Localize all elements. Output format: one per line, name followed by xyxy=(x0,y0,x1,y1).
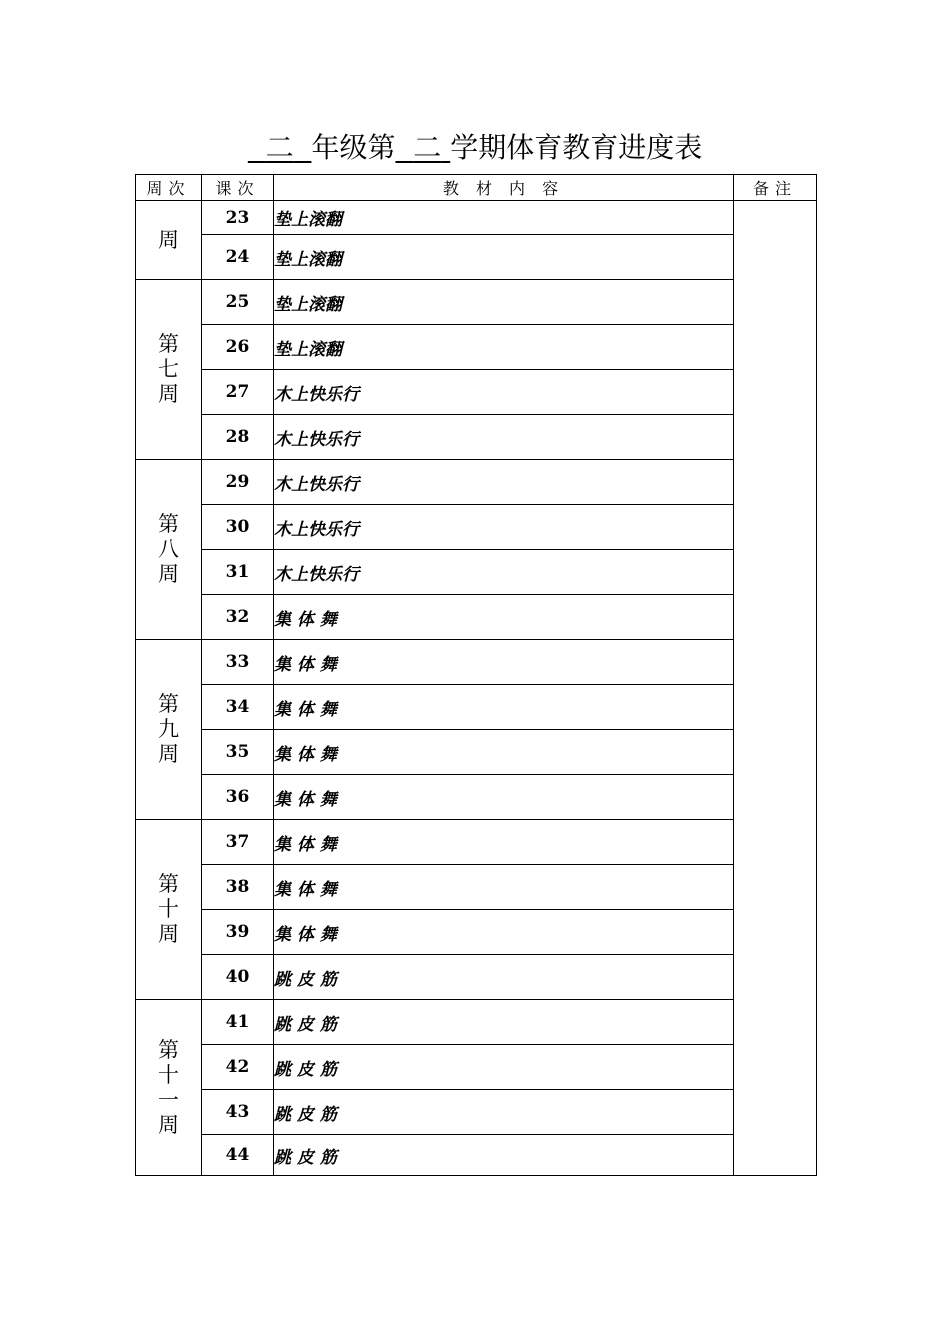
lesson-number: 41 xyxy=(202,1000,274,1045)
lesson-content: 集 体 舞 xyxy=(274,865,734,910)
week-label: 第九周 xyxy=(158,692,179,766)
lesson-content: 跳 皮 筋 xyxy=(274,1045,734,1090)
header-note: 备注 xyxy=(734,175,817,201)
table-row xyxy=(136,640,817,685)
lesson-number: 27 xyxy=(202,370,274,415)
lesson-number: 30 xyxy=(202,505,274,550)
lesson-content: 跳 皮 筋 xyxy=(274,1090,734,1135)
table-row xyxy=(136,955,817,1000)
header-content: 教 材 内 容 xyxy=(274,175,734,201)
lesson-number: 29 xyxy=(202,460,274,505)
table-row xyxy=(136,685,817,730)
lesson-number: 38 xyxy=(202,865,274,910)
lesson-content: 木上快乐行 xyxy=(274,550,734,595)
lesson-number: 37 xyxy=(202,820,274,865)
table-row xyxy=(136,550,817,595)
week-cell xyxy=(136,640,202,820)
title-term-field: 二 xyxy=(413,131,442,164)
table-row xyxy=(136,505,817,550)
table-row xyxy=(136,370,817,415)
lesson-content: 木上快乐行 xyxy=(274,505,734,550)
table-row xyxy=(136,280,817,325)
lesson-content: 集 体 舞 xyxy=(274,640,734,685)
lesson-content: 木上快乐行 xyxy=(274,370,734,415)
note-cell xyxy=(734,201,817,1176)
lesson-number: 35 xyxy=(202,730,274,775)
week-label: 第八周 xyxy=(158,512,179,586)
lesson-content: 垫上滚翻 xyxy=(274,235,734,280)
table-row xyxy=(136,325,817,370)
week-cell xyxy=(136,460,202,640)
lesson-content: 集 体 舞 xyxy=(274,730,734,775)
lesson-content: 木上快乐行 xyxy=(274,415,734,460)
header-lesson: 课次 xyxy=(202,175,274,201)
title-mid-text: 年级第 xyxy=(311,131,396,164)
lesson-number: 42 xyxy=(202,1045,274,1090)
table-row xyxy=(136,460,817,505)
table-row xyxy=(136,415,817,460)
week-cell xyxy=(136,820,202,1000)
week-cell xyxy=(136,201,202,280)
lesson-content: 跳 皮 筋 xyxy=(274,1000,734,1045)
lesson-number: 25 xyxy=(202,280,274,325)
page-title xyxy=(0,128,950,168)
schedule-table xyxy=(135,174,817,1176)
lesson-content: 集 体 舞 xyxy=(274,910,734,955)
table-row xyxy=(136,730,817,775)
table-row xyxy=(136,910,817,955)
lesson-number: 23 xyxy=(202,201,274,235)
lesson-number: 26 xyxy=(202,325,274,370)
week-label: 周 xyxy=(158,227,179,252)
lesson-number: 33 xyxy=(202,640,274,685)
title-grade-field: 二 xyxy=(265,131,294,164)
table-row xyxy=(136,1045,817,1090)
lesson-number: 43 xyxy=(202,1090,274,1135)
table-row xyxy=(136,775,817,820)
table-row xyxy=(136,865,817,910)
week-cell xyxy=(136,280,202,460)
week-label: 第十一周 xyxy=(158,1037,179,1137)
table-row xyxy=(136,201,817,235)
header-row xyxy=(136,175,817,201)
lesson-content: 垫上滚翻 xyxy=(274,280,734,325)
week-cell xyxy=(136,1000,202,1176)
lesson-number: 28 xyxy=(202,415,274,460)
header-week: 周次 xyxy=(136,175,202,201)
lesson-content: 集 体 舞 xyxy=(274,820,734,865)
lesson-content: 集 体 舞 xyxy=(274,595,734,640)
table-row xyxy=(136,235,817,280)
lesson-number: 24 xyxy=(202,235,274,280)
lesson-content: 跳 皮 筋 xyxy=(274,1135,734,1176)
lesson-content: 木上快乐行 xyxy=(274,460,734,505)
table-row xyxy=(136,1135,817,1176)
table-row xyxy=(136,1090,817,1135)
lesson-number: 40 xyxy=(202,955,274,1000)
lesson-content: 集 体 舞 xyxy=(274,685,734,730)
lesson-content: 集 体 舞 xyxy=(274,775,734,820)
lesson-content: 垫上滚翻 xyxy=(274,325,734,370)
lesson-number: 44 xyxy=(202,1135,274,1176)
table-row xyxy=(136,820,817,865)
lesson-content: 垫上滚翻 xyxy=(274,201,734,235)
lesson-number: 32 xyxy=(202,595,274,640)
title-tail-text: 学期体育教育进度表 xyxy=(450,131,703,164)
week-label: 第七周 xyxy=(158,332,179,406)
table-row xyxy=(136,595,817,640)
lesson-number: 34 xyxy=(202,685,274,730)
schedule-body xyxy=(136,201,817,1176)
lesson-number: 36 xyxy=(202,775,274,820)
week-label: 第十周 xyxy=(158,872,179,946)
lesson-number: 39 xyxy=(202,910,274,955)
table-row xyxy=(136,1000,817,1045)
lesson-number: 31 xyxy=(202,550,274,595)
lesson-content: 跳 皮 筋 xyxy=(274,955,734,1000)
